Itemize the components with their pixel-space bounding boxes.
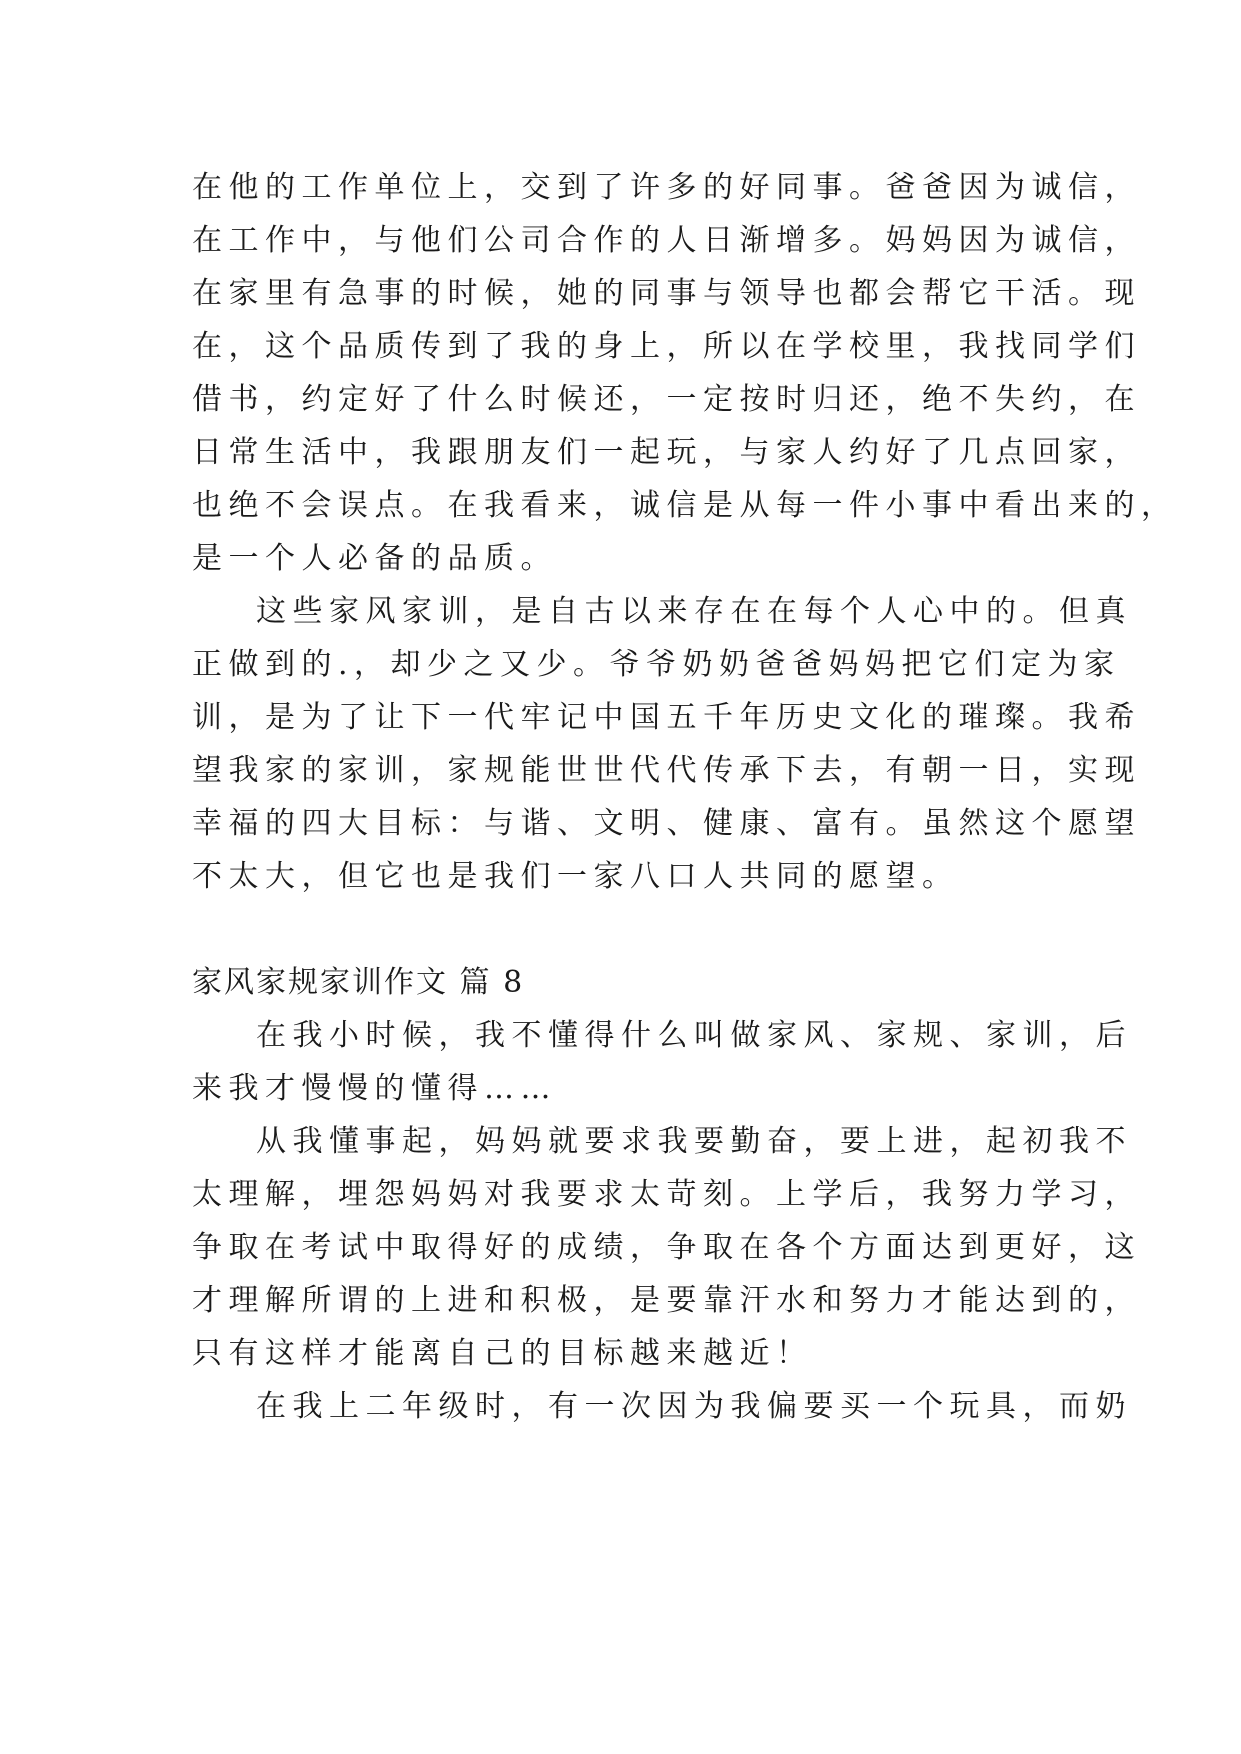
section-heading: 家风家规家训作文 篇 8 <box>192 965 525 1000</box>
paragraph-5-line-1: 在我上二年级时，有一次因为我偏要买一个玩具，而奶 <box>256 1389 1132 1424</box>
paragraph-1-line-4: 在，这个品质传到了我的身上，所以在学校里，我找同学们 <box>192 329 1141 364</box>
paragraph-1-line-2: 在工作中，与他们公司合作的人日渐增多。妈妈因为诚信， <box>192 223 1141 258</box>
paragraph-2-line-1: 这些家风家训，是自古以来存在在每个人心中的。但真 <box>256 594 1132 629</box>
paragraph-4-line-4: 才理解所谓的上进和积极，是要靠汗水和努力才能达到的， <box>192 1283 1141 1318</box>
paragraph-3-line-1: 在我小时候，我不懂得什么叫做家风、家规、家训，后 <box>256 1018 1132 1053</box>
paragraph-1-line-8: 是一个人必备的品质。 <box>192 541 557 576</box>
paragraph-1-line-3: 在家里有急事的时候，她的同事与领导也都会帮它干活。现 <box>192 276 1141 311</box>
paragraph-3-line-2: 来我才慢慢的懂得…… <box>192 1071 557 1106</box>
paragraph-4-line-3: 争取在考试中取得好的成绩，争取在各个方面达到更好，这 <box>192 1230 1141 1265</box>
paragraph-2-line-2: 正做到的.，却少之又少。爷爷奶奶爸爸妈妈把它们定为家 <box>192 647 1121 682</box>
paragraph-1-line-6: 日常生活中，我跟朋友们一起玩，与家人约好了几点回家， <box>192 435 1141 470</box>
paragraph-2-line-6: 不太大，但它也是我们一家八口人共同的愿望。 <box>192 859 959 894</box>
paragraph-4-line-1: 从我懂事起，妈妈就要求我要勤奋，要上进，起初我不 <box>256 1124 1132 1159</box>
paragraph-4-line-5: 只有这样才能离自己的目标越来越近！ <box>192 1336 813 1371</box>
paragraph-1-line-1: 在他的工作单位上，交到了许多的好同事。爸爸因为诚信， <box>192 170 1141 205</box>
paragraph-2-line-4: 望我家的家训，家规能世世代代传承下去，有朝一日，实现 <box>192 753 1141 788</box>
paragraph-1-line-5: 借书，约定好了什么时候还，一定按时归还，绝不失约，在 <box>192 382 1141 417</box>
paragraph-2-line-5: 幸福的四大目标：与谐、文明、健康、富有。虽然这个愿望 <box>192 806 1141 841</box>
paragraph-1-line-7: 也绝不会误点。在我看来，诚信是从每一件小事中看出来的， <box>192 488 1178 523</box>
paragraph-4-line-2: 太理解，埋怨妈妈对我要求太苛刻。上学后，我努力学习， <box>192 1177 1141 1212</box>
paragraph-2-line-3: 训，是为了让下一代牢记中国五千年历史文化的璀璨。我希 <box>192 700 1141 735</box>
